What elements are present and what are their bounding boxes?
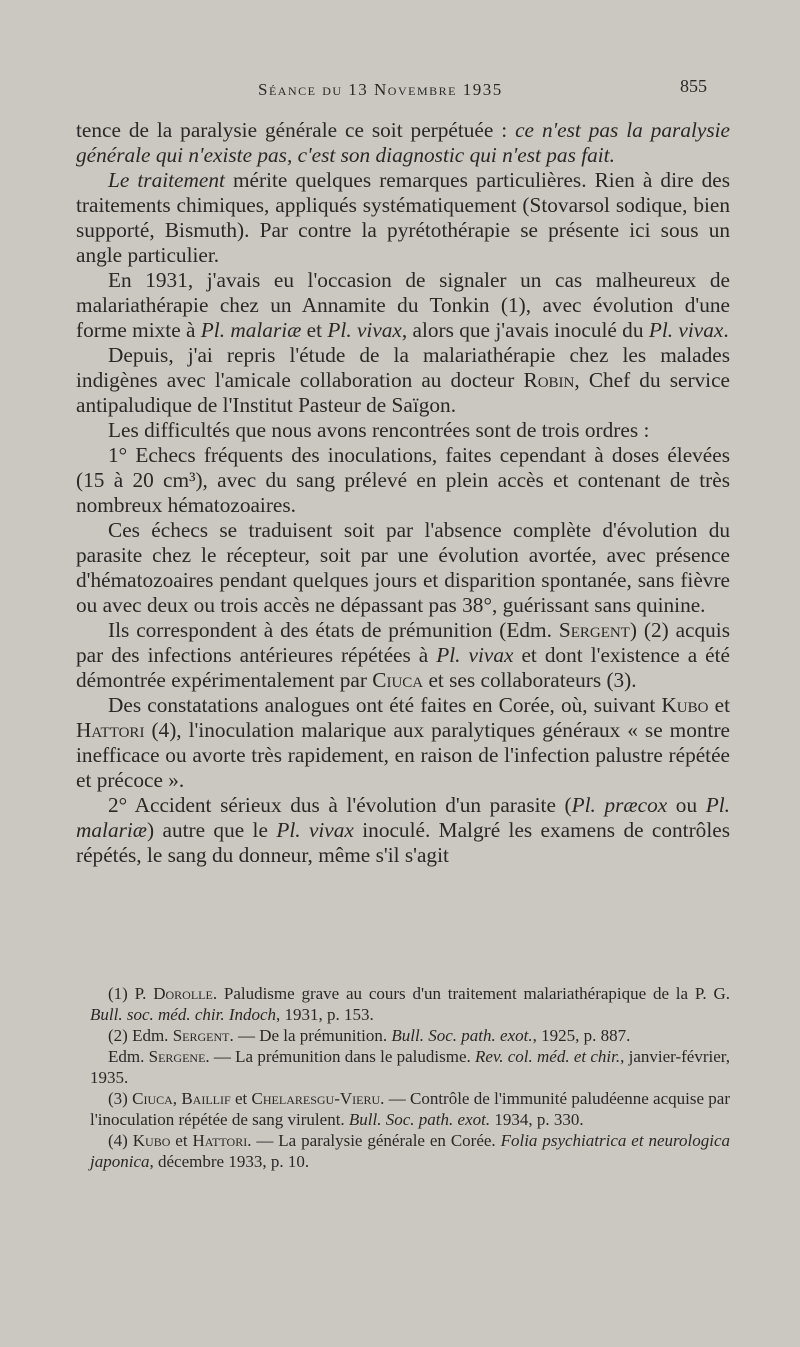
text-run: ) (2) acquis par des infections antérieures répétées à [76,618,730,667]
author-name: Sergent [558,618,630,642]
author-name: Baillif [181,1089,231,1108]
page-number: 855 [680,76,707,96]
footnotes [90,983,730,1172]
italic-text: Folia psychiatrica et neurologica japonica [90,1131,730,1171]
italic-text: Pl. vivax [648,318,724,342]
author-name: Dorolle [153,984,213,1003]
text-run: (1) P. [108,984,154,1003]
text-run: (4), l'inoculation malarique aux paralytiques généraux « se montre inefficace ou avorte très rapidement, en raison de l'infection palustre répétée et précoce ». [76,718,730,792]
text-run: et dont l'existence a été démontrée expérimentalement par [76,643,730,692]
text-run: Ces échecs se traduisent soit par l'absence complète d'évolution du parasite chez le récepteur, soit par une évolution avortée, avec présence d'hématozoaires pendant quelques jours et disparition spontanée, sans fièvre ou avec deux ou trois accès ne dépassant pas 38°, guérissant sans quinine. [76,518,730,617]
text-run: (4) [108,1131,133,1150]
text-run: et ses collaborateurs (3). [423,668,637,692]
italic-text: Pl. vivax [327,318,402,342]
text-run: . [723,318,729,342]
text-run: et [170,1131,193,1150]
body-text [76,118,730,868]
text-run: , Chef du service antipaludique de l'Institut Pasteur de Saïgon. [76,368,731,417]
text-run: (2) Edm. [108,1026,173,1045]
text-run: Les difficultés que nous avons rencontrées sont de trois ordres : [108,418,650,442]
text-run: , 1925, p. 887. [532,1026,631,1045]
author-name: Sergene [148,1047,206,1066]
text-run: . — La paralysie générale en Corée. [247,1131,501,1150]
text-run: mérite quelques remarques particulières. Rien à dire des traitements chimiques, appliqués systématiquement (Stovarsol sodique, bien supporté, Bismuth). Par contre la pyrétothérapie se présente ici sous un angle particulier. [76,168,730,267]
footnote [90,1046,730,1088]
italic-text: Pl. præcox [571,793,668,817]
footnote [90,1130,730,1172]
italic-text: Pl. vivax [276,818,354,842]
text-run: Ils correspondent à des états de prémunition (Edm. [108,618,559,642]
paragraph [76,118,730,168]
author-name: Ciuca [132,1089,173,1108]
text-run: En 1931, j'avais eu l'occasion de signaler un cas malheureux de malariathérapie chez un Annamite du Tonkin (1), avec évolution d'une forme mixte à [76,268,730,342]
text-run: . — La prémunition dans le paludisme. [205,1047,476,1066]
text-run: ou [667,793,706,817]
paragraph [76,618,730,693]
author-name: Robin [523,368,575,392]
text-run: , 1931, p. 153. [276,1005,374,1024]
text-run: Depuis, j'ai repris l'étude de la malariathérapie chez les malades indigènes avec l'amicale collaboration au docteur [76,343,730,392]
author-name: Kubo [132,1131,171,1150]
author-name: Ciuca [372,668,424,692]
paragraph [76,343,730,418]
paragraph [76,168,730,268]
text-run: et [230,1089,252,1108]
footnote [90,983,730,1025]
paragraph [76,693,730,793]
text-run: (3) [108,1089,133,1108]
paragraph [76,268,730,343]
text-run: . — Contrôle de l'immunité paludéenne acquise par l'inoculation répétée de sang virulent. [90,1089,731,1129]
author-name: Kubo [661,693,709,717]
italic-text: Bull. Soc. path. exot. [391,1026,533,1045]
text-run: , alors que j'avais inoculé du [401,318,649,342]
text-run: Edm. [108,1047,149,1066]
text-run: 2° Accident sérieux dus à l'évolution d'un parasite ( [108,793,572,817]
italic-text: Rev. col. méd. et chir. [475,1047,621,1066]
italic-text: Pl. malariæ [200,318,302,342]
text-run: 1934, p. 330. [490,1110,584,1129]
text-run: ) autre que le [147,818,277,842]
running-header [0,74,800,104]
paragraph [76,518,730,618]
text-run: Des constatations analogues ont été faites en Corée, où, suivant [108,693,662,717]
text-run: 1° Echecs fréquents des inoculations, faites cependant à doses élevées (15 à 20 cm³), avec du sang prélevé en plein accès et contenant de très nombreux hématozoaires. [76,443,730,517]
footnote [90,1025,730,1046]
author-name: Hattori [192,1131,248,1150]
text-run: et [708,693,730,717]
text-run: inoculé. Malgré les examens de contrôles répétés, le sang du donneur, même s'il s'agit [76,818,730,867]
text-run: . Paludisme grave au cours d'un traitement malariathérapique de la P. G. [212,984,730,1003]
italic-text: ce n'est pas la paralysie générale qui n'existe pas, c'est son diagnostic qui n'est pas fait. [76,118,731,167]
paragraph [76,443,730,518]
text-run: , décembre 1933, p. 10. [149,1152,310,1171]
author-name: Hattori [76,718,145,742]
italic-text: Pl. malariæ [76,793,730,842]
italic-text: Le traitement [108,168,225,192]
text-run: , [172,1089,182,1108]
paragraph [76,418,730,443]
footnote [90,1088,730,1130]
italic-text: Pl. vivax [436,643,514,667]
text-run: tence de la paralysie générale ce soit perpétuée : [76,118,516,142]
author-name: Chelaresgu-Vieru [251,1089,381,1108]
author-name: Sergent [172,1026,230,1045]
text-run: , janvier-février, 1935. [90,1047,731,1087]
paragraph [76,793,730,868]
running-title: Séance du 13 Novembre 1935 [258,80,503,99]
text-run: . — De la prémunition. [229,1026,392,1045]
italic-text: Bull. soc. méd. chir. Indoch [90,1005,277,1024]
italic-text: Bull. Soc. path. exot. [348,1110,491,1129]
text-run: et [301,318,328,342]
